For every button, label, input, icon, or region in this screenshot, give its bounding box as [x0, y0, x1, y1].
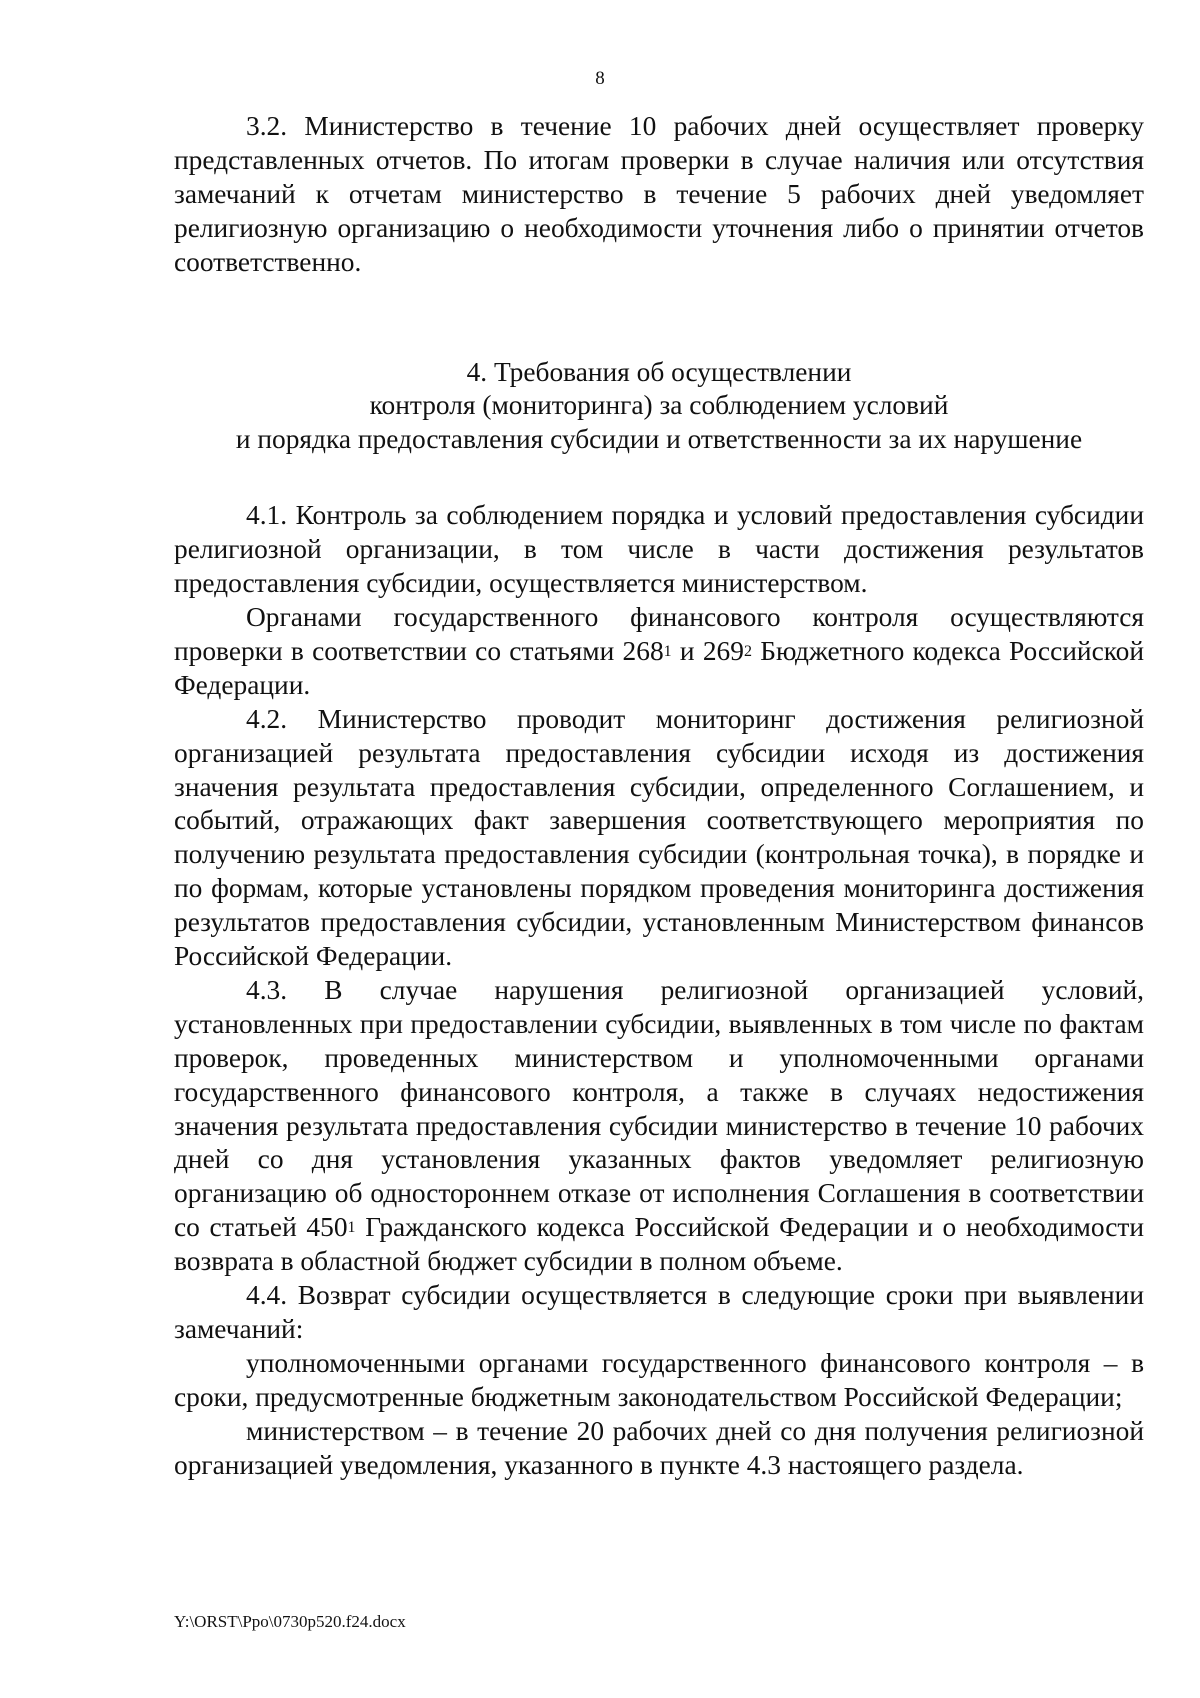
- paragraph-3-2: 3.2. Министерство в течение 10 рабочих дней осуществляет проверку представленных отчетов. По итогам проверки в случае наличия или отсутствия замечаний к отчетам министерство в течение 5 рабочих дней уведомляет религиозную организацию о необходимости уточнения либо о принятии отчетов соответственно.: [174, 111, 1144, 277]
- paragraph-4-1-audit: [174, 601, 1144, 703]
- text-part: Бюджетного кодекса Российской Федерации.: [174, 635, 1144, 700]
- heading-line-2: контроля (мониторинга) за соблюдением условий: [369, 390, 949, 421]
- text-part: Органами государственного финансового контроля осуществляются проверки в соответствии со статьями 268: [174, 601, 1144, 666]
- paragraph-4-4-b: министерством – в течение 20 рабочих дней со дня получения религиозной организацией уведомления, указанного в пункте 4.3 настоящего раздела.: [174, 1415, 1144, 1480]
- paragraph-4-3: [174, 974, 1144, 1279]
- page-number: 8: [595, 68, 605, 89]
- paragraph-4-4: 4.4. Возврат субсидии осуществляется в следующие сроки при выявлении замечаний:: [174, 1280, 1144, 1344]
- superscript: 1: [347, 1219, 356, 1237]
- paragraph-4-2: 4.2. Министерство проводит мониторинг достижения религиозной организацией результата предоставления субсидии исходя из достижения значения результата предоставления субсидии, определенного Соглашением, и событий, отражающих факт завершения соответствующего мероприятия по получению результата предоставления субсидии (контрольная точка), в порядке и по формам, которые установлены порядком проведения мониторинга достижения результатов предоставления субсидии, установленным Министерством финансов Российской Федерации.: [174, 703, 1144, 972]
- heading-line-3: и порядка предоставления субсидии и ответственности за их нарушение: [235, 424, 1083, 455]
- text-part: и 269: [671, 635, 744, 666]
- heading-line-1: 4. Требования об осуществлении: [466, 356, 852, 387]
- paragraph-4-1: 4.1. Контроль за соблюдением порядка и условий предоставления субсидии религиозной организации, в том числе в части достижения результатов предоставления субсидии, осуществляется министерством.: [174, 500, 1144, 599]
- section-4-heading: [174, 356, 1144, 458]
- text-part: Гражданского кодекса Российской Федерации и о необходимости возврата в областной бюджет субсидии в полном объеме.: [174, 1212, 1144, 1277]
- superscript: 1: [663, 642, 672, 660]
- text-part: 4.3. В случае нарушения религиозной организацией условий, установленных при предоставлении субсидии, выявленных в том числе по фактам проверок, проведенных министерством и уполномоченными органами государственного финансового контроля, а также в случаях недостижения значения результата предоставления субсидии министерство в течение 10 рабочих дней со дня установления указанных фактов уведомляет религиозную организацию об одностороннем отказе от исполнения Соглашения в соответствии со статьей 450: [174, 974, 1144, 1243]
- file-path-footer: Y:\ORST\Ppo\0730p520.f24.docx: [174, 1612, 406, 1631]
- superscript: 2: [743, 642, 752, 660]
- paragraph-4-4-a: уполномоченными органами государственного финансового контроля – в сроки, предусмотренные бюджетным законодательством Российской Федерации;: [174, 1347, 1144, 1412]
- document-body: [174, 110, 1144, 1483]
